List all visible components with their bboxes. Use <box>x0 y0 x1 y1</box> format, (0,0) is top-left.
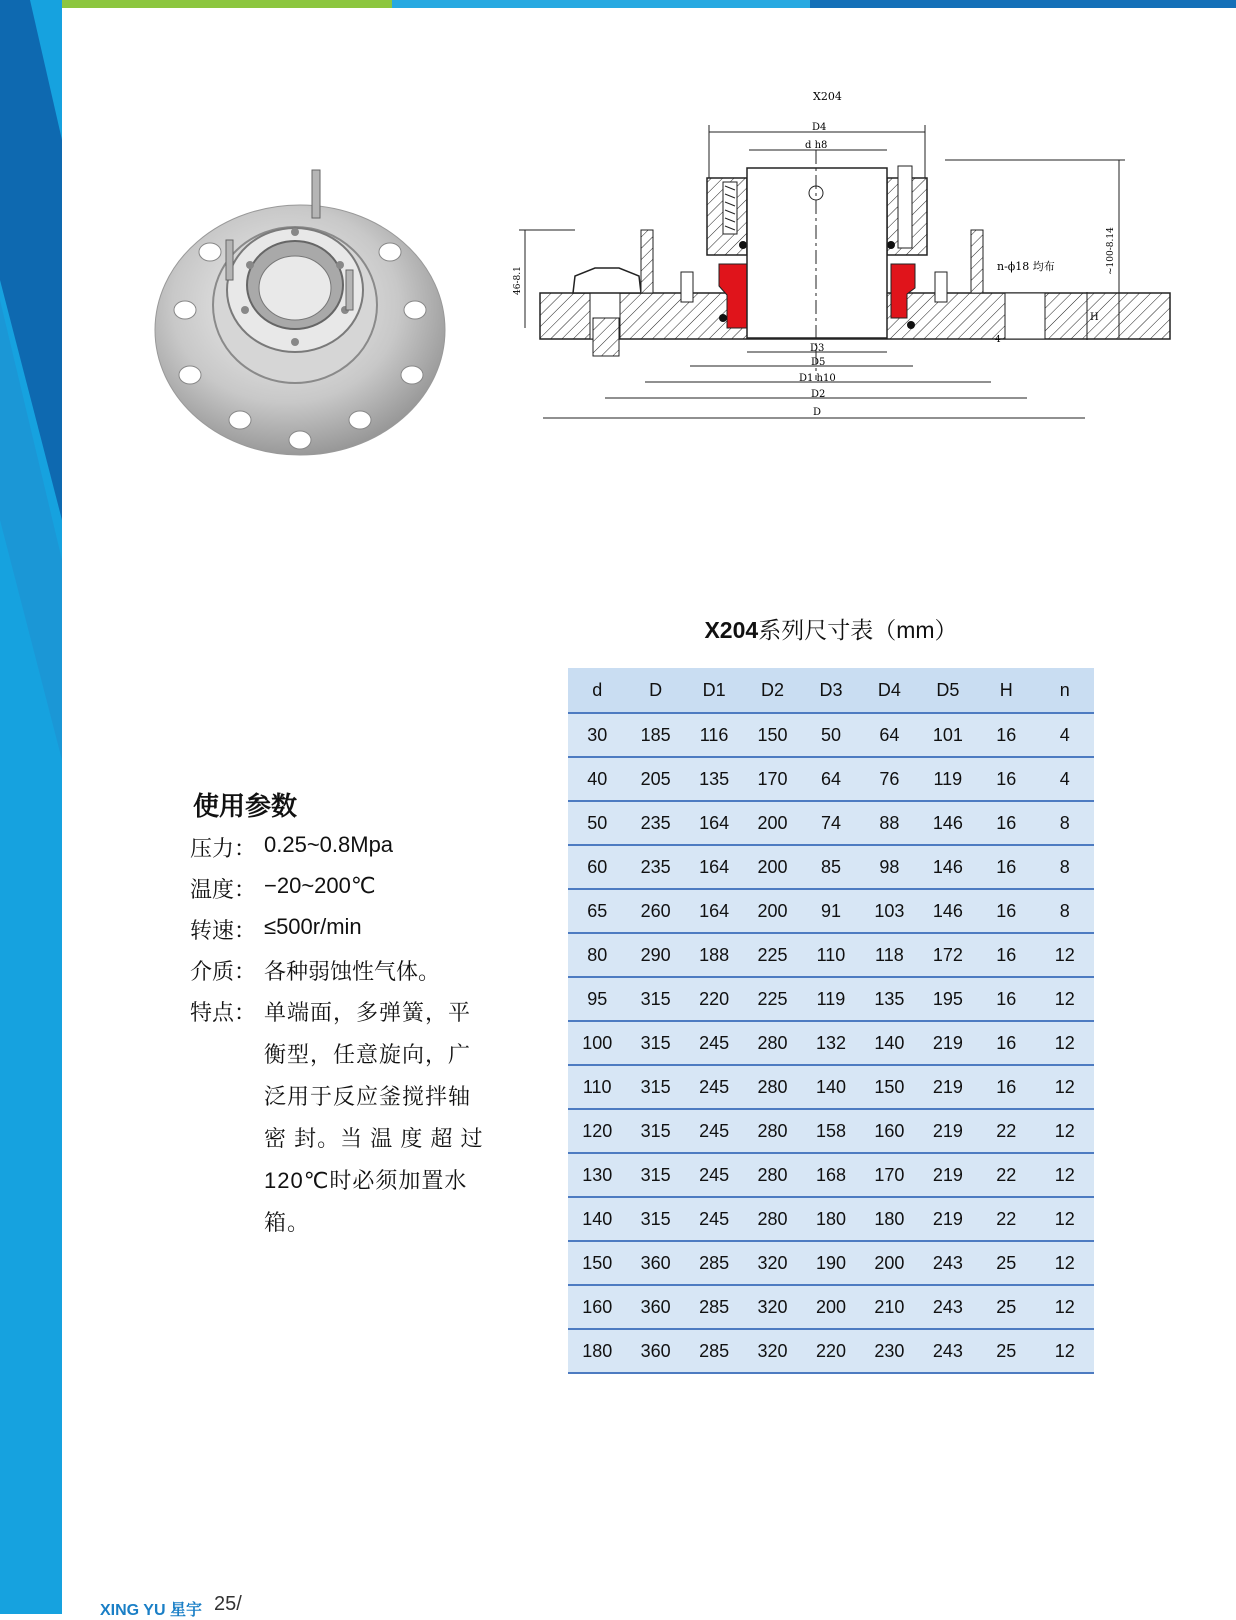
table-cell: 80 <box>568 933 626 977</box>
table-cell: 160 <box>860 1109 918 1153</box>
table-cell: 140 <box>860 1021 918 1065</box>
footer-brand-logo: XING YU 星宇 <box>100 1602 202 1619</box>
table-cell: 190 <box>802 1241 860 1285</box>
table-row <box>568 845 1094 889</box>
param-label: 温度： <box>190 877 257 902</box>
feature-line: 120℃时必须加置水 <box>264 1168 468 1193</box>
table-cell: 170 <box>860 1153 918 1197</box>
table-cell: 235 <box>626 845 684 889</box>
col-header: D4 <box>860 668 918 713</box>
table-cell: 76 <box>860 757 918 801</box>
param-value: 0.25~0.8Mpa <box>264 832 394 857</box>
drawing-model-label: X204 <box>813 90 842 103</box>
param-value: 各种弱蚀性气体。 <box>264 959 441 984</box>
param-label: 特点： <box>190 1000 257 1025</box>
table-cell: 210 <box>860 1285 918 1329</box>
table-cell: 88 <box>860 801 918 845</box>
table-cell: 290 <box>626 933 684 977</box>
feature-line: 衡型，任意旋向，广 <box>264 1042 472 1067</box>
table-cell: 22 <box>977 1109 1035 1153</box>
table-cell: 280 <box>743 1065 801 1109</box>
table-cell: 219 <box>919 1197 977 1241</box>
dimension-table <box>568 668 1094 1374</box>
table-cell: 101 <box>919 713 977 757</box>
table-cell: 220 <box>802 1329 860 1373</box>
table-cell: 130 <box>568 1153 626 1197</box>
label-h: H <box>1090 312 1099 323</box>
table-cell: 16 <box>977 713 1035 757</box>
table-cell: 235 <box>626 801 684 845</box>
table-cell: 16 <box>977 1021 1035 1065</box>
table-cell: 85 <box>802 845 860 889</box>
col-header: D5 <box>919 668 977 713</box>
table-row <box>568 801 1094 845</box>
table-cell: 200 <box>743 889 801 933</box>
table-cell: 100 <box>568 1021 626 1065</box>
table-cell: 12 <box>1036 1197 1095 1241</box>
table-cell: 25 <box>977 1241 1035 1285</box>
page-number: 25/ <box>214 1593 242 1615</box>
feature-line: 箱。 <box>264 1210 311 1235</box>
table-cell: 64 <box>802 757 860 801</box>
table-cell: 320 <box>743 1241 801 1285</box>
table-cell: 95 <box>568 977 626 1021</box>
param-temperature <box>190 873 376 904</box>
table-cell: 219 <box>919 1021 977 1065</box>
col-header: D1 <box>685 668 743 713</box>
table-cell: 119 <box>919 757 977 801</box>
table-cell: 12 <box>1036 1329 1095 1373</box>
table-cell: 205 <box>626 757 684 801</box>
table-cell: 285 <box>685 1329 743 1373</box>
table-cell: 315 <box>626 977 684 1021</box>
table-cell: 118 <box>860 933 918 977</box>
col-header: D3 <box>802 668 860 713</box>
table-cell: 60 <box>568 845 626 889</box>
table-cell: 119 <box>802 977 860 1021</box>
label-d4: D4 <box>812 122 827 133</box>
table-row <box>568 1197 1094 1241</box>
table-cell: 4 <box>1036 713 1095 757</box>
table-cell: 146 <box>919 845 977 889</box>
table-cell: 280 <box>743 1021 801 1065</box>
table-cell: 16 <box>977 977 1035 1021</box>
table-cell: 65 <box>568 889 626 933</box>
table-cell: 40 <box>568 757 626 801</box>
table-cell: 110 <box>802 933 860 977</box>
table-title-model: X204 <box>704 617 759 643</box>
feature-line: 单端面，多弹簧，平 <box>264 1000 472 1025</box>
table-cell: 280 <box>743 1197 801 1241</box>
table-row <box>568 977 1094 1021</box>
table-cell: 16 <box>977 757 1035 801</box>
table-cell: 12 <box>1036 1065 1095 1109</box>
col-header: D2 <box>743 668 801 713</box>
table-row <box>568 713 1094 757</box>
table-cell: 200 <box>802 1285 860 1329</box>
label-d3: D3 <box>810 343 825 354</box>
table-cell: 172 <box>919 933 977 977</box>
table-cell: 116 <box>685 713 743 757</box>
table-cell: 110 <box>568 1065 626 1109</box>
table-row <box>568 1285 1094 1329</box>
table-cell: 4 <box>1036 757 1095 801</box>
table-cell: 180 <box>860 1197 918 1241</box>
table-cell: 12 <box>1036 1241 1095 1285</box>
table-cell: 160 <box>568 1285 626 1329</box>
table-cell: 225 <box>743 977 801 1021</box>
table-cell: 25 <box>977 1329 1035 1373</box>
table-title <box>568 612 1094 645</box>
label-height-46: 46-8.1 <box>513 266 523 295</box>
label-d2: D2 <box>811 389 826 400</box>
label-d: D <box>813 407 822 418</box>
table-cell: 64 <box>860 713 918 757</box>
table-cell: 12 <box>1036 933 1095 977</box>
label-height-100: ~100-8.14 <box>1106 227 1116 275</box>
param-label: 转速： <box>190 918 257 943</box>
table-row <box>568 1329 1094 1373</box>
table-cell: 22 <box>977 1197 1035 1241</box>
table-cell: 30 <box>568 713 626 757</box>
table-cell: 185 <box>626 713 684 757</box>
table-cell: 260 <box>626 889 684 933</box>
table-cell: 220 <box>685 977 743 1021</box>
table-cell: 280 <box>743 1109 801 1153</box>
col-header: D <box>626 668 684 713</box>
table-cell: 12 <box>1036 1109 1095 1153</box>
table-cell: 150 <box>568 1241 626 1285</box>
label-d1-h10: D1 h10 <box>799 373 836 384</box>
table-cell: 200 <box>743 801 801 845</box>
table-cell: 219 <box>919 1065 977 1109</box>
table-cell: 120 <box>568 1109 626 1153</box>
param-medium <box>190 955 440 986</box>
table-body <box>568 713 1094 1373</box>
table-cell: 164 <box>685 845 743 889</box>
table-cell: 243 <box>919 1285 977 1329</box>
table-cell: 8 <box>1036 845 1095 889</box>
param-label: 介质： <box>190 959 257 984</box>
param-label: 压力： <box>190 836 257 861</box>
table-cell: 12 <box>1036 1285 1095 1329</box>
table-cell: 168 <box>802 1153 860 1197</box>
table-cell: 146 <box>919 801 977 845</box>
table-cell: 280 <box>743 1153 801 1197</box>
table-cell: 16 <box>977 801 1035 845</box>
label-d-h8: d h8 <box>805 140 828 151</box>
table-cell: 50 <box>568 801 626 845</box>
param-speed <box>190 914 362 945</box>
top-accent-bar-green <box>62 0 392 8</box>
col-header: n <box>1036 668 1095 713</box>
table-cell: 180 <box>568 1329 626 1373</box>
param-pressure <box>190 832 393 863</box>
top-accent-bar-darkblue <box>810 0 1236 8</box>
feature-line: 密 封。当 温 度 超 过 <box>264 1126 484 1151</box>
table-row <box>568 1021 1094 1065</box>
table-row <box>568 889 1094 933</box>
table-cell: 16 <box>977 889 1035 933</box>
table-cell: 200 <box>743 845 801 889</box>
label-holes: n-ϕ18 均布 <box>997 260 1055 273</box>
table-cell: 164 <box>685 889 743 933</box>
table-cell: 74 <box>802 801 860 845</box>
col-header: d <box>568 668 626 713</box>
table-row <box>568 1109 1094 1153</box>
table-cell: 245 <box>685 1065 743 1109</box>
table-cell: 8 <box>1036 801 1095 845</box>
table-cell: 50 <box>802 713 860 757</box>
table-row <box>568 1153 1094 1197</box>
table-cell: 195 <box>919 977 977 1021</box>
left-decorative-band <box>0 0 62 1614</box>
table-row <box>568 933 1094 977</box>
table-cell: 315 <box>626 1109 684 1153</box>
param-value: −20~200℃ <box>264 873 376 898</box>
table-cell: 140 <box>802 1065 860 1109</box>
param-value: ≤500r/min <box>264 914 362 939</box>
table-cell: 320 <box>743 1285 801 1329</box>
table-cell: 230 <box>860 1329 918 1373</box>
table-cell: 158 <box>802 1109 860 1153</box>
table-cell: 150 <box>743 713 801 757</box>
table-cell: 146 <box>919 889 977 933</box>
table-cell: 245 <box>685 1021 743 1065</box>
table-row <box>568 1241 1094 1285</box>
label-d5: D5 <box>811 357 826 368</box>
table-cell: 103 <box>860 889 918 933</box>
table-cell: 225 <box>743 933 801 977</box>
param-features <box>190 996 264 1027</box>
table-cell: 91 <box>802 889 860 933</box>
table-cell: 200 <box>860 1241 918 1285</box>
table-cell: 245 <box>685 1109 743 1153</box>
table-cell: 135 <box>860 977 918 1021</box>
table-cell: 188 <box>685 933 743 977</box>
table-cell: 164 <box>685 801 743 845</box>
table-cell: 22 <box>977 1153 1035 1197</box>
table-cell: 285 <box>685 1285 743 1329</box>
table-cell: 12 <box>1036 1021 1095 1065</box>
table-cell: 219 <box>919 1153 977 1197</box>
table-cell: 25 <box>977 1285 1035 1329</box>
table-title-rest: 系列尺寸表（mm） <box>758 617 958 643</box>
col-header: H <box>977 668 1035 713</box>
label-four: 4 <box>995 335 1001 345</box>
top-accent-bar-blue <box>392 0 810 8</box>
table-header-row <box>568 668 1094 713</box>
table-cell: 360 <box>626 1329 684 1373</box>
table-row <box>568 1065 1094 1109</box>
table-cell: 315 <box>626 1153 684 1197</box>
table-cell: 12 <box>1036 977 1095 1021</box>
table-cell: 219 <box>919 1109 977 1153</box>
table-cell: 243 <box>919 1241 977 1285</box>
params-title: 使用参数 <box>193 791 298 821</box>
table-cell: 315 <box>626 1021 684 1065</box>
feature-line: 泛用于反应釜搅拌轴 <box>264 1084 472 1109</box>
table-cell: 315 <box>626 1065 684 1109</box>
table-cell: 360 <box>626 1241 684 1285</box>
x204-section-drawing <box>515 80 1195 440</box>
table-cell: 180 <box>802 1197 860 1241</box>
mechanical-seal-photo <box>150 170 450 470</box>
table-cell: 135 <box>685 757 743 801</box>
table-cell: 140 <box>568 1197 626 1241</box>
table-cell: 320 <box>743 1329 801 1373</box>
table-cell: 132 <box>802 1021 860 1065</box>
table-cell: 16 <box>977 1065 1035 1109</box>
table-cell: 315 <box>626 1197 684 1241</box>
table-cell: 8 <box>1036 889 1095 933</box>
table-cell: 245 <box>685 1153 743 1197</box>
table-cell: 285 <box>685 1241 743 1285</box>
table-cell: 170 <box>743 757 801 801</box>
table-cell: 98 <box>860 845 918 889</box>
table-cell: 243 <box>919 1329 977 1373</box>
table-cell: 12 <box>1036 1153 1095 1197</box>
table-cell: 150 <box>860 1065 918 1109</box>
table-cell: 16 <box>977 933 1035 977</box>
table-row <box>568 757 1094 801</box>
table-cell: 16 <box>977 845 1035 889</box>
table-cell: 360 <box>626 1285 684 1329</box>
table-cell: 245 <box>685 1197 743 1241</box>
